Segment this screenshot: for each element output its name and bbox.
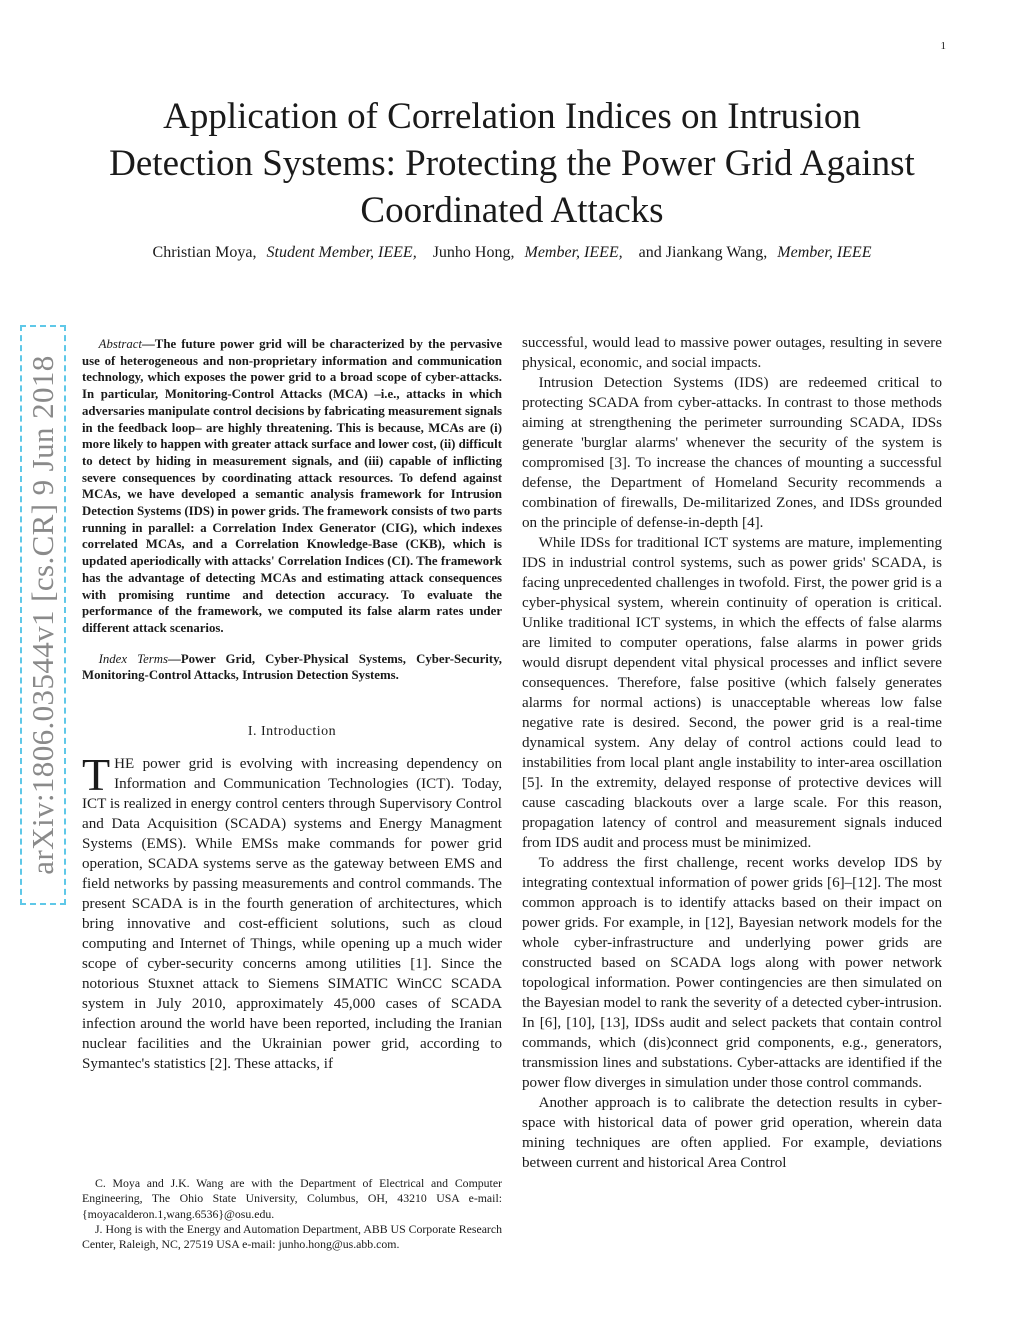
author-name: Junho Hong, — [432, 244, 515, 261]
author-affiliation: Student Member, IEEE, — [266, 244, 417, 261]
author-2 — [430, 244, 626, 261]
body-paragraph: Intrusion Detection Systems (IDS) are redeemed critical to protecting SCADA from cyber-attacks. In contrast to those methods aiming at strengthening the perimeter surrounding SCADA, IDSs generate 'burglar alarms' whenever the security of the system is compromised [3]. To increase the chances of mounting a successful defense, the Department of Homeland Security recommends a combination of firewalls, De-militarized Zones, and IDSs grounded on the principle of defense-in-depth [4]. — [522, 375, 942, 531]
body-paragraph: While IDSs for traditional ICT systems are mature, implementing IDS in industrial control systems, such as power grids' SCADA, is facing unprecedented challenges in twofold. First, the power grid is a cyber-physical system, wherein continuity of operation is critical. Unlike traditional ICT systems, in which the effects of false alarms are limited to computer operations, false alarms in power grids would disrupt dependent vital physical processes and inflict severe consequences. Therefore, false positive (which falsely generates alarms for normal actions) is unacceptable whereas low false negative rate is desired. Second, the power grid is a real-time dynamical system. Any delay of control actions could lead to instabilities from local plant angle instability to inter-area oscillation [5]. In the extremity, delayed response of protective devices will cause cascading blackouts over a large scale. For this reason, propagation latency of control and measurement signals induced from IDS audit and process must be minimized. — [522, 535, 942, 851]
body-paragraph: To address the first challenge, recent works develop IDS by integrating contextual information of power grids [6]–[12]. The most common approach is to identify attacks based on their impact on power grids. For example, in [12], Bayesian network models for the whole cyber-infrastructure and underlying power grids are constructed based on SCADA logs along with power network topological information. Power contingencies are then simulated on the Bayesian model to rank the severity of a detected cyber-intrusion. In [6], [10], [13], IDSs audit and select packets that contain control commands, which (dis)connect grid components, e.g., generators, transmission lines and substations. Cyber-attacks are identified if the power flow diverges in simulation under those control commands. — [522, 855, 942, 1091]
footnote: C. Moya and J.K. Wang are with the Department of Electrical and Computer Engineering, The Ohio State University, Columbus, OH, 43210 USA e-mail: {moyacalderon.1,wang.6536}@osu.edu. — [82, 1176, 502, 1221]
arxiv-identifier: arXiv:1806.03544v1 [cs.CR] 9 Jun 2018 — [25, 355, 60, 875]
index-terms-text: —Power Grid, Cyber-Physical Systems, Cyber-Security, Monitoring-Control Attacks, Intrusion Detection Systems. — [82, 651, 503, 683]
index-terms-label: Index Terms — [98, 651, 169, 666]
right-column — [522, 333, 942, 1173]
author-affiliation: Member, IEEE, — [524, 244, 623, 261]
author-name: Christian Moya, — [152, 244, 257, 261]
footnote: J. Hong is with the Energy and Automation Department, ABB US Corporate Research Center, Raleigh, NC, 27519 USA e-mail: junho.hong@us.abb.com. — [82, 1221, 502, 1252]
paper-title: Application of Correlation Indices on Intrusion Detection Systems: Protecting the Power Grid Against Coordinated Attacks — [109, 96, 915, 231]
author-line — [60, 244, 964, 262]
abstract-label: Abstract — [98, 337, 142, 351]
author-3 — [636, 244, 875, 261]
index-terms — [82, 651, 502, 684]
intro-paragraph — [82, 749, 502, 1074]
author-name: and Jiankang Wang, — [638, 244, 768, 261]
arxiv-stamp[interactable] — [20, 325, 66, 905]
intro-text: HE power grid is evolving with increasing dependency on Information and Communication Technologies (ICT). Today, ICT is realized in energy control centers through Supervisory Control and Data Acquisition (SCADA) systems and Energy Managment Systems (EMS). While EMSs make commands for power grid operation, SCADA systems serve as the gateway between EMS and field networks by passing measurements and control commands. The present SCADA is in the fourth generation of architectures, which bring innovative and cost-efficient solutions, such as cloud computing and Internet of Things, while opening up a much wider scope of cyber-security concerns among utilities [1]. Since the notorious Stuxnet attack to Siemens SIMATIC WinCC SCADA system in July 2010, approximately 45,000 cases of SCADA infection around the world have been reported, including the Iranian nuclear facilities and the Ukrainian power grid, according to Symantec's statistics [2]. These attacks, if — [82, 756, 502, 1073]
body-paragraph: Another approach is to calibrate the detection results in cyber-space with historical data of power grid operation, wherein data mining techniques are often applied. For example, deviations between current and historical Area Control — [522, 1095, 942, 1171]
left-column — [82, 336, 502, 1074]
page-number: 1 — [940, 40, 946, 52]
author-affiliation: Member, IEEE — [777, 244, 872, 261]
footnotes — [82, 1176, 502, 1252]
body-paragraph: successful, would lead to massive power outages, resulting in severe physical, economic, and social impacts. — [522, 335, 942, 371]
author-1 — [150, 244, 420, 261]
abstract-text: —The future power grid will be characterized by the pervasive use of heterogeneous and non-proprietary information and communication technology, which exposes the power grid to a broad scope of cyber-attacks. In particular, Monitoring-Control Attacks (MCA) –i.e., attacks in which adversaries manipulate control decisions by fabricating measurement signals in the feedback loop– are highly threatening. This is because, MCAs are (i) more likely to happen with greater attack surface and lower cost, (ii) difficult to detect by hiding in measurement signals, and (iii) capable of inflicting severe consequences by coordinating attack resources. To defend against MCAs, we have developed a semantic analysis framework for Intrusion Detection Systems (IDS) in power grids. The framework consists of two parts running in parallel: a Correlation Index Generator (CIG), which indexes correlated MCAs, and a Correlation Knowledge-Base (CKB), which is updated aperiodically with attacks' Correlation Indices (CI). The framework has the advantage of detecting MCAs and estimating attack consequences with promising runtime and detection accuracy. To evaluate the performance of the framework, we computed its false alarm rates under different attack scenarios. — [82, 337, 502, 635]
section-heading: I. Introduction — [247, 724, 337, 740]
drop-cap: T — [82, 749, 111, 801]
abstract — [82, 336, 502, 637]
